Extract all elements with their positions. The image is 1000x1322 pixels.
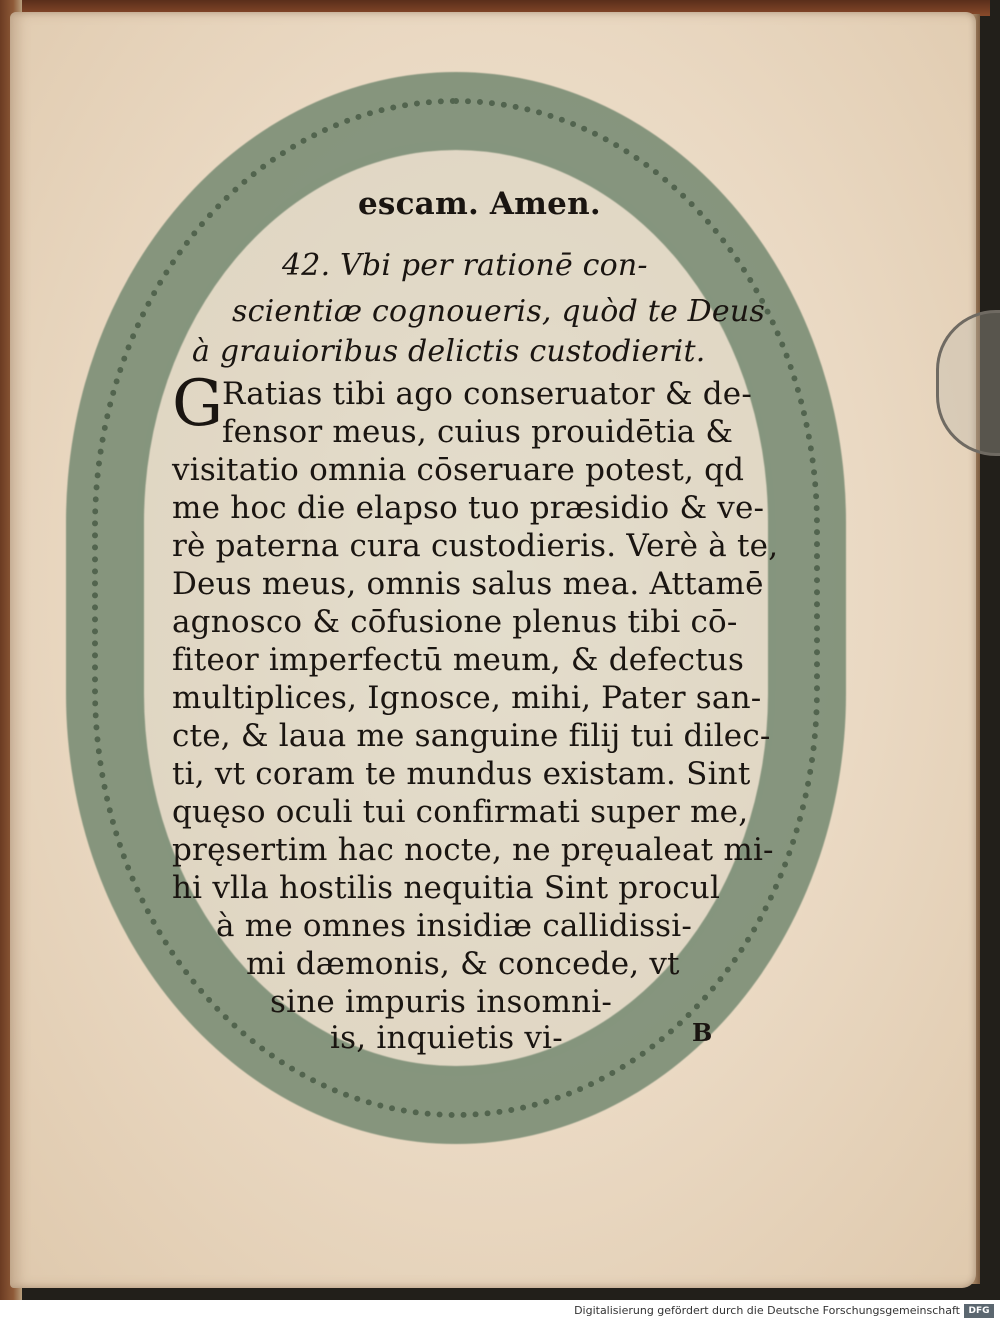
body-line: cte, & laua me sanguine filij tui dilec- [172,718,771,754]
body-line: is, inquietis vi- [330,1020,563,1056]
body-line: quęso oculi tui confirmati super me, [172,794,749,830]
body-line: ti, vt coram te mundus existam. Sint [172,756,751,792]
dfg-logo: DFG [964,1304,994,1318]
signature-mark: B [692,1018,713,1047]
body-line: sine impuris insomni- [270,984,613,1020]
drop-cap: G [172,367,224,441]
prayer-heading-line-3: à grauioribus delictis custodierit. [192,334,706,369]
prayer-heading-line-1: 42. Vbi per rationē con- [282,248,648,283]
top-line: escam. Amen. [358,186,601,222]
body-line: pręsertim hac nocte, ne pręualeat mi- [172,832,774,868]
body-line: à me omnes insidiæ callidissi- [216,908,693,944]
prayer-heading-line-2: scientiæ cognoueris, quòd te Deus [232,294,765,329]
body-line: fensor meus, cuius prouidētia & [222,414,734,450]
body-line: visitatio omnia cōseruare potest, qd [172,452,745,488]
body-line: Deus meus, omnis salus mea. Attamē [172,566,764,602]
digitization-credit: Digitalisierung gefördert durch die Deutsche Forschungsgemeinschaft [0,1300,1000,1322]
body-line: mi dæmonis, & concede, vt [246,946,680,982]
body-line: multiplices, Ignosce, mihi, Pater san- [172,680,762,716]
body-line: rè paterna cura custodieris. Verè à te, [172,528,779,564]
body-line: Ratias tibi ago conseruator & de- [222,376,752,412]
body-line: me hoc die elapso tuo præsidio & ve- [172,490,765,526]
body-line: hi vlla hostilis nequitia Sint procul [172,870,721,906]
body-line: agnosco & cōfusione plenus tibi cō- [172,604,738,640]
body-line: fiteor imperfectū meum, & defectus [172,642,745,678]
